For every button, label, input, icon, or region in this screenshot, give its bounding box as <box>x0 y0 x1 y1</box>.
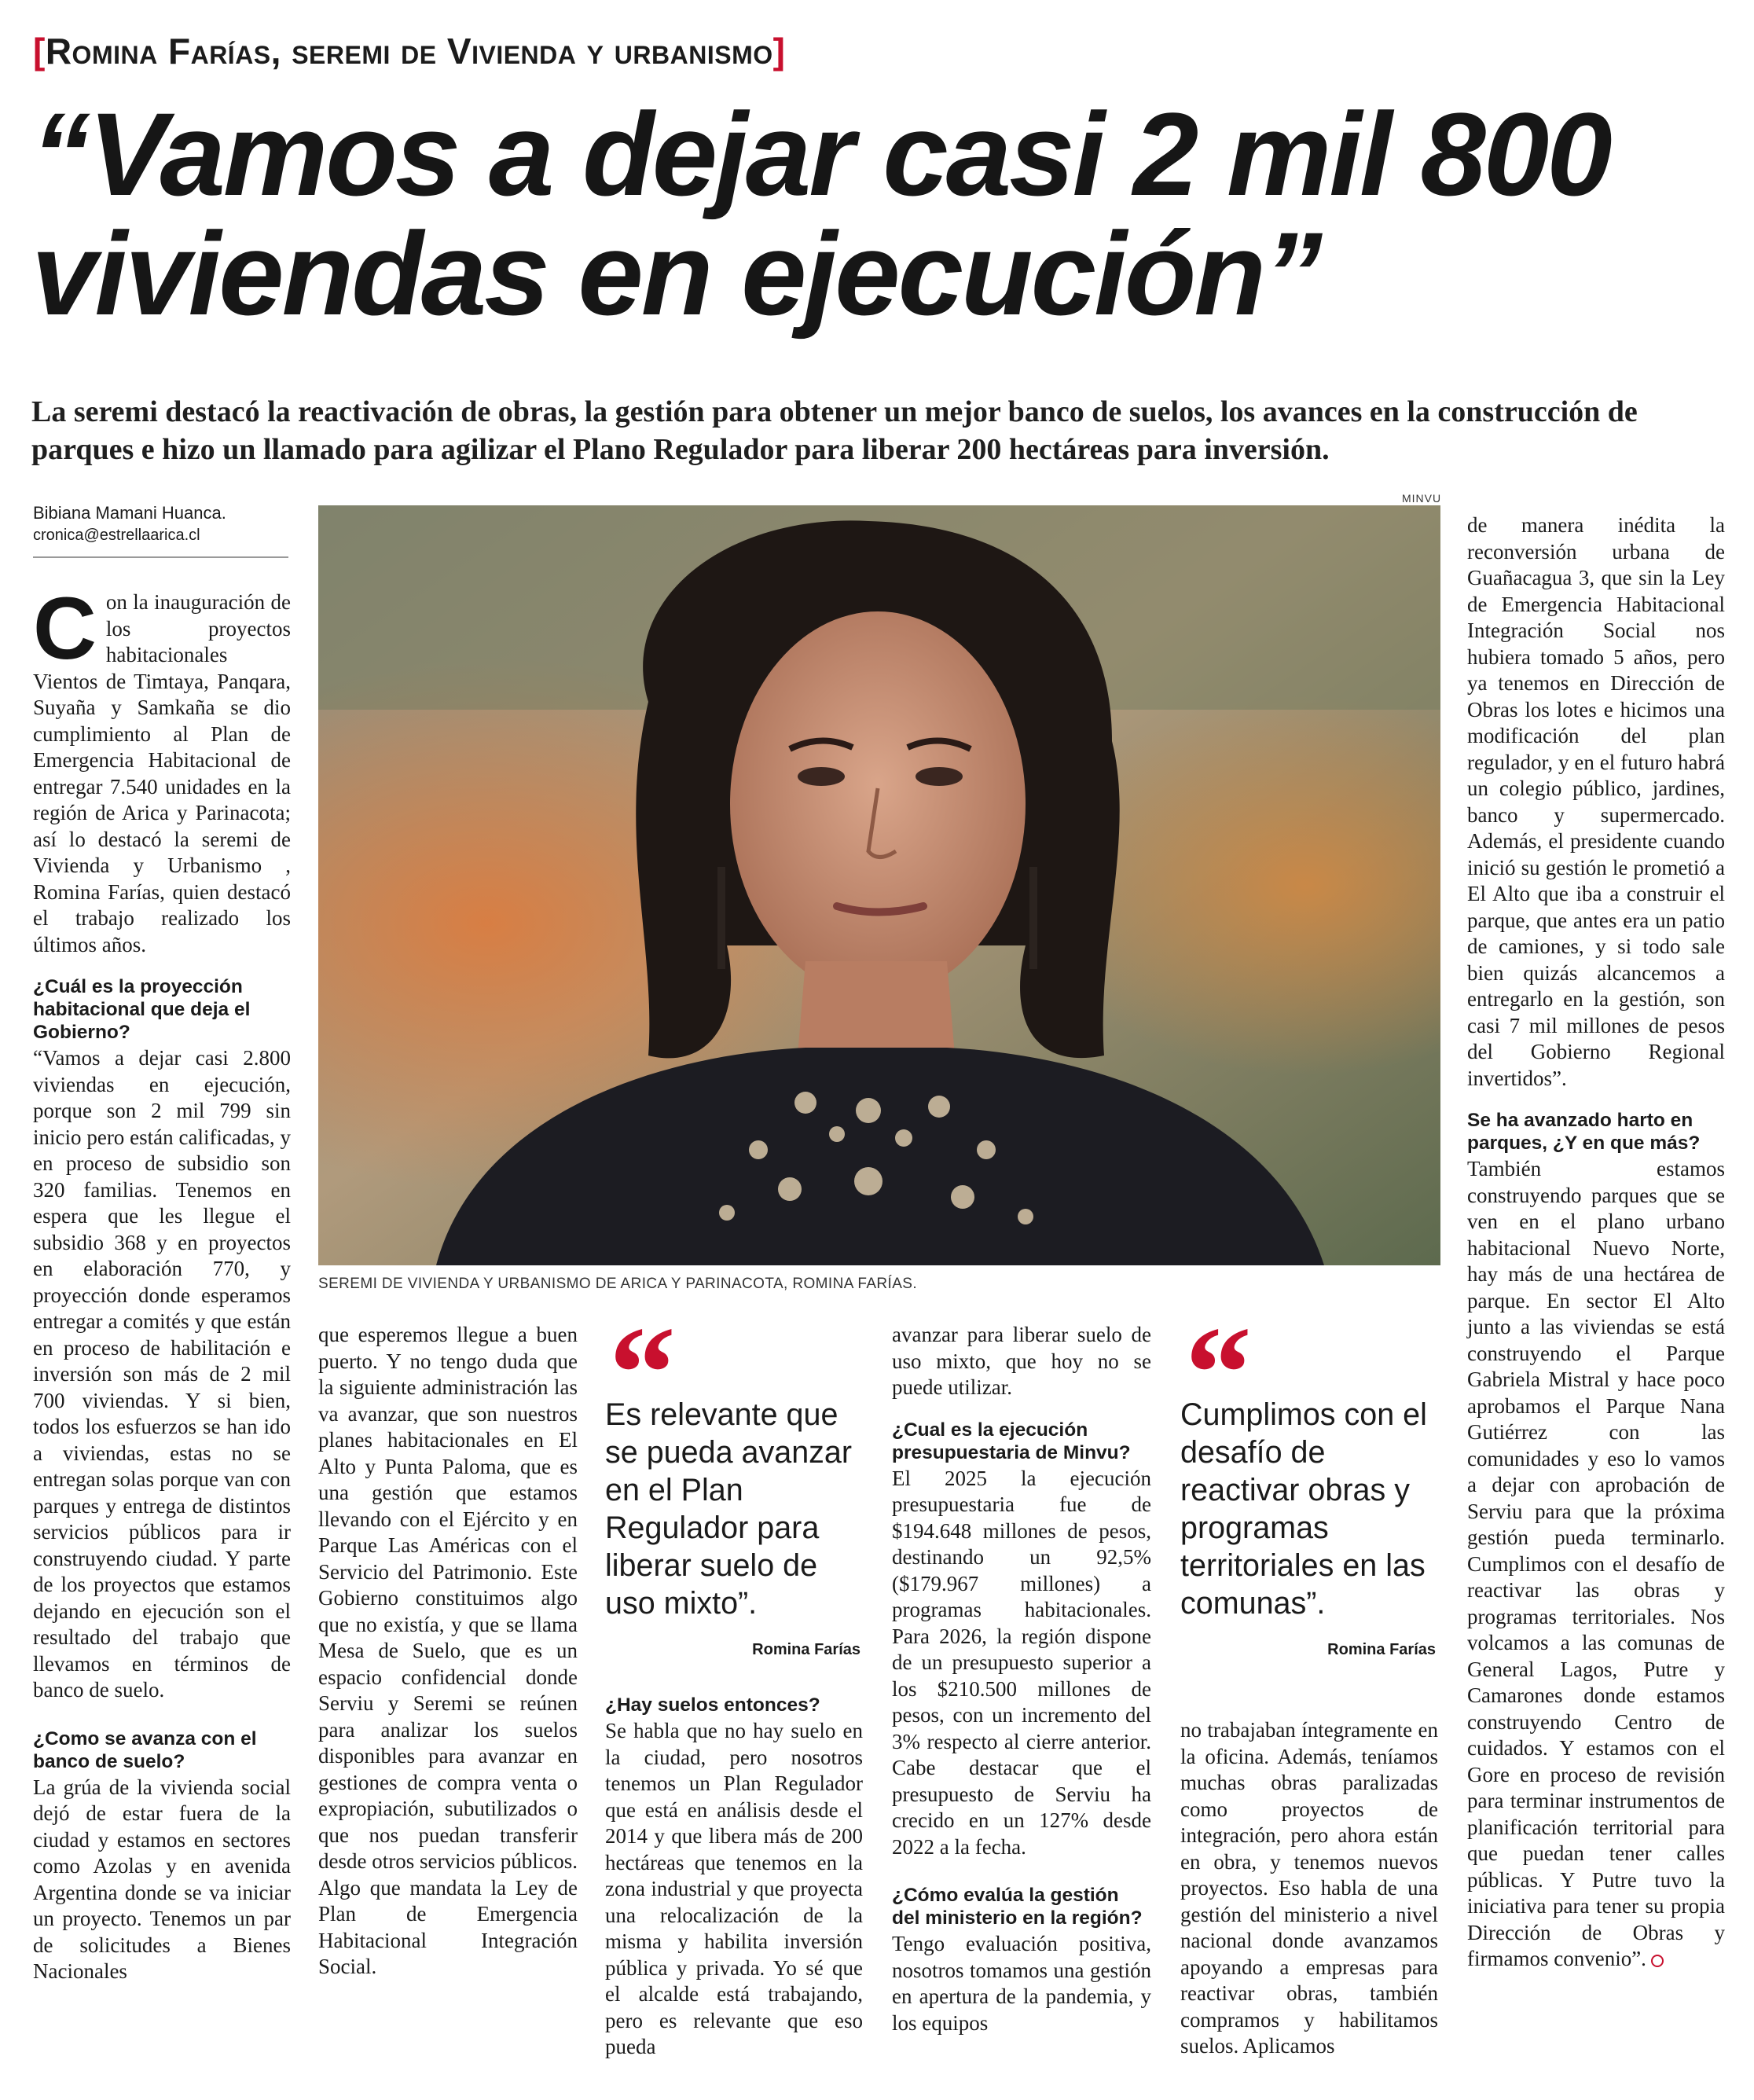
byline-author: Bibiana Mamani Huanca. <box>33 503 226 523</box>
drop-cap: C <box>33 579 97 677</box>
portrait-illustration <box>318 505 1440 1265</box>
question-heading: ¿Cual es la ejecución presupuestaria de Minvu? <box>892 1419 1131 1463</box>
question-heading: ¿Cuál es la proyección habitacional que deja el Gobierno? <box>33 976 251 1043</box>
article-column-3 <box>605 1694 863 2061</box>
section-kicker <box>33 30 785 72</box>
answer-paragraph <box>1467 1156 1725 1973</box>
question-heading: ¿Cómo evalúa la gestión del ministerio en la región? <box>892 1885 1143 1929</box>
headline: “Vamos a dejar casi 2 mil 800 viviendas en ejecución” <box>31 88 1610 340</box>
end-mark-icon <box>1651 1955 1664 1967</box>
portrait-photo <box>318 505 1440 1265</box>
quote-mark-icon: “ <box>1185 1299 1252 1447</box>
pull-quote-attribution: Romina Farías <box>752 1641 860 1658</box>
byline-divider <box>33 556 288 558</box>
article-column-6 <box>1467 512 1725 1973</box>
article-column-2 <box>318 1322 578 1981</box>
body-paragraph: avanzar para liberar suelo de uso mixto, que hoy no se puede utilizar. <box>892 1323 1151 1399</box>
answer-paragraph: “Vamos a dejar casi 2.800 viviendas en ejecución, porque son 2 mil 799 sin inicio pero están calificadas, y en proceso de subsidio son 320 familias. Tenemos en espera que les llegue el subsidio 368 y en proyectos en elaboración 770, y proyección donde esperamos entregar a comités y que están en proceso de habilitación e inversión son más de 2 mil 700 viviendas. Y si bien, todos los esfuerzos se han ido a viviendas, estas no se entregan solas porque van con parques y entrega de distintos servicios públicos para ir construyendo ciudad. Y parte de los proyectos que estamos dejando en ejecución son el resultado del trabajo que llevamos en términos de banco de suelo. <box>33 1046 291 1702</box>
pull-quote: Cumplimos con el desafío de reactivar obras y programas territoriales en las comunas”. <box>1180 1397 1427 1621</box>
answer-paragraph: El 2025 la ejecución presupuestaria fue de $194.648 millones de pesos, destinando un 92,5% ($179.967 millones) a programas habitacionales. Para 2026, la región dispone de un presupuesto superior a los $210.500 millones de pesos, con un incremento del 3% respecto al cierre anterior. Cabe destacar que el presupuesto de Serviu ha crecido en un 127% desde 2022 a la fecha. <box>892 1466 1151 1859</box>
question-heading: ¿Hay suelos entonces? <box>605 1694 820 1716</box>
pull-quote: Es relevante que se pueda avanzar en el Plan Regulador para liberar suelo de uso mixto”. <box>605 1397 853 1621</box>
kicker-bracket-close: ] <box>772 31 786 72</box>
intro-paragraph <box>33 579 291 958</box>
photo-caption: SEREMI DE VIVIENDA Y URBANISMO DE ARICA Y PARINACOTA, ROMINA FARÍAS. <box>318 1276 918 1292</box>
byline <box>33 503 288 545</box>
answer-paragraph: La grúa de la vivienda social dejó de estar fuera de la ciudad y estamos en sectores como Azolas y en avenida Argentina donde se va iniciar un proyecto. Tenemos un par de solicitudes a Bienes Nacionales <box>33 1775 291 1983</box>
byline-email: cronica@estrellaarica.cl <box>33 527 200 544</box>
question-heading: ¿Como se avanza con el banco de suelo? <box>33 1727 257 1772</box>
intro-text: on la inauguración de los proyectos habitacionales Vientos de Timtaya, Panqara, Suyaña y Samkaña se dio cumplimiento al Plan de Emergencia Habitacional de entregar 7.540 unidades en la región de Arica y Parinacota; así lo destacó la seremi de Vivienda y Urbanismo , Romina Farías, quien destacó el trabajo realizado los últimos años. <box>33 590 291 956</box>
article-column-4 <box>892 1322 1151 2036</box>
lead-paragraph: La seremi destacó la reactivación de obras, la gestión para obtener un mejor banco de suelos, los avances en la construcción de parques e hizo un llamado para agilizar el Plano Regulador para liberar 200 hectáreas para inversión. <box>31 395 1638 466</box>
question-heading: Se ha avanzado harto en parques, ¿Y en que más? <box>1467 1110 1701 1154</box>
body-paragraph: que esperemos llegue a buen puerto. Y no tengo duda que la siguiente administración las va avanzar, que son nuestros planes habitacionales en El Alto y Punta Paloma, que es una gestión que estamos llevando con el Ejército y en Parque Las Américas con el Servicio del Patrimonio. Este Gobierno constituimos algo que no existía, y que se llama Mesa de Suelo, que es un espacio confidencial donde Serviu y Seremi se reúnen para analizar los suelos disponibles para avanzar en gestiones de compra venta o expropiación, subutilizados o que nos puedan transferir desde otros servicios públicos. Algo que mandata la Ley de Plan de Emergencia Habitacional Integración Social. <box>318 1323 578 1978</box>
article-column-5 <box>1180 1717 1438 2060</box>
quote-mark-icon: “ <box>609 1299 676 1447</box>
answer-paragraph: Tengo evaluación positiva, nosotros tomamos una gestión en apertura de la pandemia, y los equipos <box>892 1932 1151 2035</box>
pull-quote-attribution: Romina Farías <box>1327 1641 1436 1658</box>
kicker-text: Romina Farías, seremi de Vivienda y urbanismo <box>45 31 773 72</box>
body-paragraph: no trabajaban íntegramente en la oficina. Además, teníamos muchas obras paralizadas como proyectos de integración, pero ahora están en obra, y tenemos nuevos proyectos. Eso habla de una gestión del ministerio a nivel nacional donde avanzamos apoyando a empresas para reactivar obras, también compramos y habilitamos suelos. Aplicamos <box>1180 1718 1438 2058</box>
photo-credit: MINVU <box>1402 492 1442 505</box>
answer-text: También estamos construyendo parques que se ven en el plano urbano habitacional Nuevo Norte, hay más de una hectárea de parque. En sector El Alto junto a las viviendas se está construyendo el Parque Gabriela Mistral y hace poco aprobamos el Parque Nana Gutiérrez con las comunidades y eso lo vamos a dejar con aprobación de Serviu para que la próxima gestión pueda terminarlo. Cumplimos con el desafío de reactivar las obras y programas territoriales. Nos volcamos a las comunas de General Lagos, Putre y Camarones donde estamos construyendo Centro de cuidados. Y estamos con el Gore en proceso de revisión para terminar instrumentos de planificación territorial para que puedan tener calles públicas. Y Putre tuvo la iniciativa para tener su propia Dirección de Obras y firmamos convenio”. <box>1467 1157 1725 1970</box>
article-column-1 <box>33 579 291 1985</box>
kicker-bracket-open: [ <box>33 31 46 72</box>
body-paragraph: de manera inédita la reconversión urbana de Guañacagua 3, que sin la Ley de Emergencia Habitacional Integración Social nos hubiera tomado 5 años, pero ya tenemos en Dirección de Obras los lotes e hicimos una modificación del plan regulador, y en el futuro habrá un colegio público, jardines, banco y supermercado. Además, el presidente cuando inició su gestión le prometió a El Alto que iba a construir el parque, que antes era un patio de camiones, y si todo sale bien quizás alcancemos a entregarlo en la gestión, son casi 7 mil millones de pesos del Gobierno Regional invertidos”. <box>1467 513 1725 1090</box>
answer-paragraph: Se habla que no hay suelo en la ciudad, pero nosotros tenemos un Plan Regulador que está en análisis desde el 2014 y que libera más de 200 hectáreas que tenemos en la zona industrial y que proyecta una relocalización de la misma y habilita inversión pública y privada. Yo sé que el alcalde está trabajando, pero es relevante que eso pueda <box>605 1719 863 2058</box>
